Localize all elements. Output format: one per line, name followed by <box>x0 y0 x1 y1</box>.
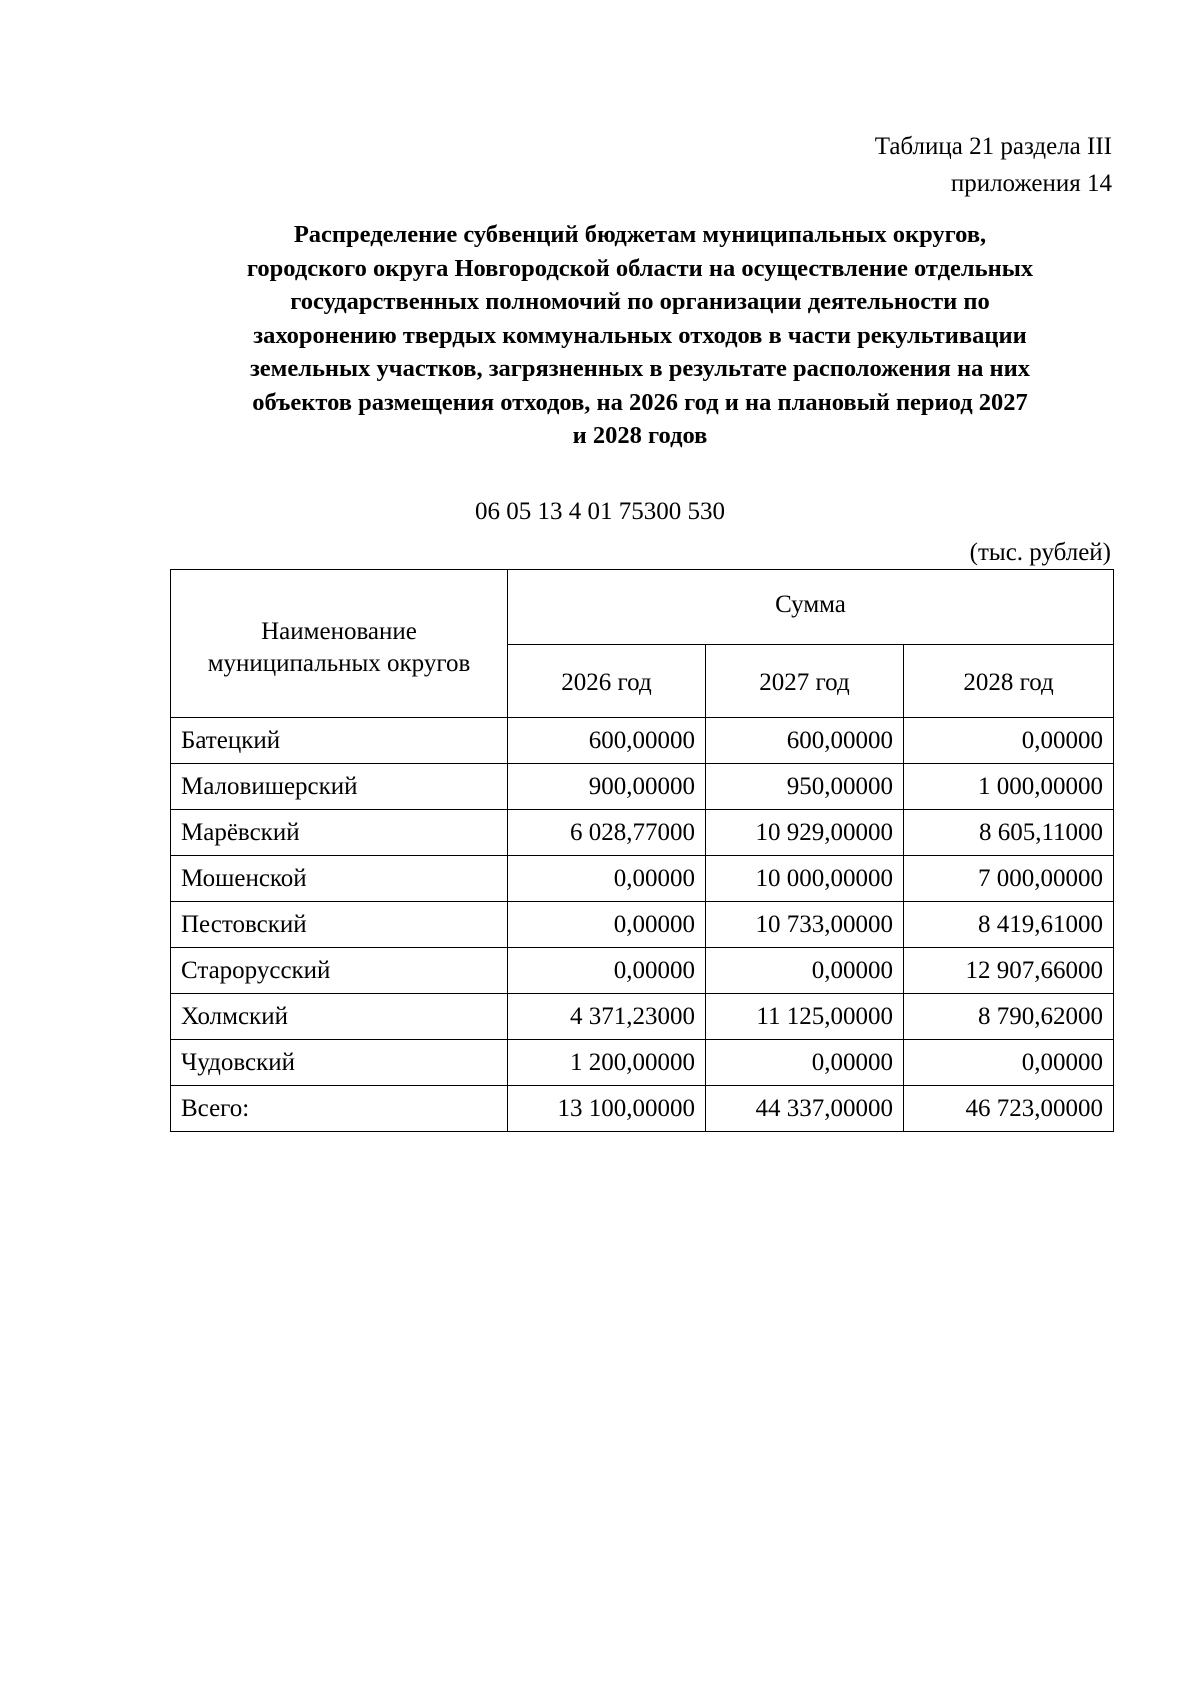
header-name-line: муниципальных округов <box>207 649 471 677</box>
document-title <box>170 218 1110 453</box>
table-row <box>171 1040 1114 1086</box>
budget-code: 06 05 13 4 01 75300 530 <box>475 498 725 525</box>
amount-2026: 4 371,23000 <box>508 994 706 1040</box>
title-line: объектов размещения отходов, на 2026 год и на плановый период 2027 <box>252 388 1028 416</box>
title-line: захоронению твердых коммунальных отходов в части рекультивации <box>253 321 1027 349</box>
title-line: Распределение субвенций бюджетам муниципальных округов, <box>293 221 987 248</box>
amount-2027: 10 000,00000 <box>706 856 904 902</box>
amount-2028: 0,00000 <box>904 1040 1114 1086</box>
amount-2026: 0,00000 <box>508 902 706 948</box>
amount-2027: 600,00000 <box>706 718 904 764</box>
district-name: Холмский <box>171 994 508 1040</box>
amount-2026: 1 200,00000 <box>508 1040 706 1086</box>
district-name: Чудовский <box>171 1040 508 1086</box>
reference-line: приложения 14 <box>950 170 1112 197</box>
column-header-2027: 2027 год <box>706 645 904 718</box>
amount-2027: 950,00000 <box>706 764 904 810</box>
amount-2028: 12 907,66000 <box>904 948 1114 994</box>
header-name-line: Наименование <box>261 617 417 645</box>
table-row <box>171 994 1114 1040</box>
column-header-2026: 2026 год <box>508 645 706 718</box>
total-2028: 46 723,00000 <box>904 1086 1114 1132</box>
amount-2026: 6 028,77000 <box>508 810 706 856</box>
table-row <box>171 718 1114 764</box>
district-name: Маловишерский <box>171 764 508 810</box>
total-2026: 13 100,00000 <box>508 1086 706 1132</box>
district-name: Пестовский <box>171 902 508 948</box>
amount-2026: 0,00000 <box>508 948 706 994</box>
amount-2026: 600,00000 <box>508 718 706 764</box>
amount-2028: 0,00000 <box>904 718 1114 764</box>
table-row <box>171 948 1114 994</box>
district-name: Батецкий <box>171 718 508 764</box>
column-header-name <box>171 570 508 718</box>
title-line: государственных полномочий по организации деятельности по <box>290 288 990 315</box>
amount-2026: 0,00000 <box>508 856 706 902</box>
amount-2027: 10 929,00000 <box>706 810 904 856</box>
reference-line: Таблица 21 раздела III <box>874 133 1112 160</box>
amount-2027: 11 125,00000 <box>706 994 904 1040</box>
amount-2028: 8 419,61000 <box>904 902 1114 948</box>
amount-2028: 7 000,00000 <box>904 856 1114 902</box>
district-name: Марёвский <box>171 810 508 856</box>
amount-2026: 900,00000 <box>508 764 706 810</box>
title-line: и 2028 годов <box>572 422 708 449</box>
distribution-table <box>170 569 1114 1132</box>
table-row <box>171 902 1114 948</box>
amount-2027: 10 733,00000 <box>706 902 904 948</box>
district-name: Старорусский <box>171 948 508 994</box>
total-label: Всего: <box>171 1086 508 1132</box>
amount-2028: 8 790,62000 <box>904 994 1114 1040</box>
title-line: земельных участков, загрязненных в результате расположения на них <box>249 355 1031 382</box>
total-row <box>171 1086 1114 1132</box>
column-header-2028: 2028 год <box>904 645 1114 718</box>
title-line: городского округа Новгородской области на осуществление отдельных <box>246 254 1034 282</box>
amount-2028: 1 000,00000 <box>904 764 1114 810</box>
table-row <box>171 810 1114 856</box>
total-2027: 44 337,00000 <box>706 1086 904 1132</box>
unit-label: (тыс. рублей) <box>969 539 1111 566</box>
table-row <box>171 856 1114 902</box>
amount-2027: 0,00000 <box>706 1040 904 1086</box>
amount-2028: 8 605,11000 <box>904 810 1114 856</box>
table-row <box>171 764 1114 810</box>
district-name: Мошенской <box>171 856 508 902</box>
column-header-sum: Сумма <box>508 570 1114 645</box>
table-reference <box>875 128 1112 202</box>
amount-2027: 0,00000 <box>706 948 904 994</box>
